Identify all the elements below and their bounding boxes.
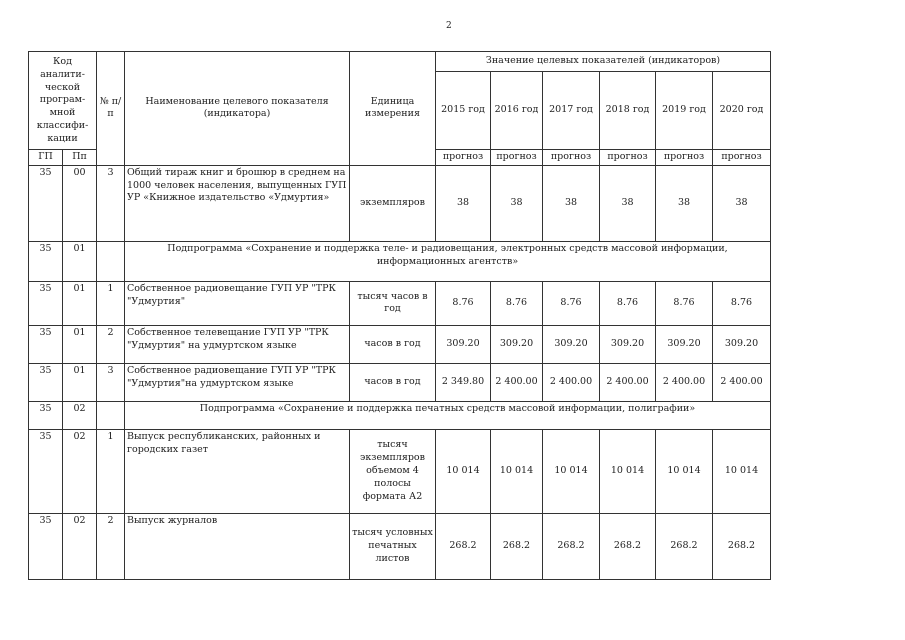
header-name: Наименование целевого показателя (индикатора) [125, 52, 350, 166]
cell-value: 38 [600, 165, 656, 241]
cell-value: 2 400.00 [713, 363, 771, 401]
cell-value: 2 400.00 [656, 363, 713, 401]
header-forecast: прогноз [656, 150, 713, 166]
cell-value: 8.76 [600, 281, 656, 325]
cell-value: 10 014 [656, 429, 713, 513]
cell-value: 268.2 [713, 513, 771, 579]
cell-num: 2 [97, 513, 125, 579]
cell-num: 3 [97, 363, 125, 401]
cell-name: Выпуск журналов [125, 513, 350, 579]
header-forecast: прогноз [543, 150, 600, 166]
cell-gp: 35 [29, 401, 63, 429]
cell-num: 1 [97, 429, 125, 513]
header-forecast: прогноз [600, 150, 656, 166]
cell-value: 38 [656, 165, 713, 241]
table-row [29, 325, 771, 363]
cell-value: 38 [713, 165, 771, 241]
cell-value: 38 [491, 165, 543, 241]
table-row [29, 281, 771, 325]
subprogram-title: Подпрограмма «Сохранение и поддержка печатных средств массовой информации, полиграфии» [125, 401, 771, 429]
cell-value: 309.20 [491, 325, 543, 363]
cell-unit: часов в год [350, 363, 436, 401]
cell-value: 2 349.80 [436, 363, 491, 401]
cell-pp: 02 [63, 513, 97, 579]
subprogram-row [29, 401, 771, 429]
cell-num [97, 401, 125, 429]
header-values-title: Значение целевых показателей (индикаторов) [436, 52, 771, 72]
header-year: 2015 год [436, 72, 491, 150]
cell-gp: 35 [29, 281, 63, 325]
cell-gp: 35 [29, 241, 63, 281]
header-year: 2019 год [656, 72, 713, 150]
header-code: Код аналити-ческой програм-мной классифи-кации [29, 52, 97, 150]
cell-pp: 02 [63, 429, 97, 513]
cell-value: 8.76 [436, 281, 491, 325]
cell-pp: 01 [63, 241, 97, 281]
cell-name: Собственное телевещание ГУП УР "ТРК "Удмуртия" на удмуртском языке [125, 325, 350, 363]
table-row [29, 513, 771, 579]
cell-value: 8.76 [713, 281, 771, 325]
header-year: 2018 год [600, 72, 656, 150]
cell-gp: 35 [29, 429, 63, 513]
header-year: 2017 год [543, 72, 600, 150]
cell-value: 8.76 [656, 281, 713, 325]
cell-value: 38 [436, 165, 491, 241]
cell-gp: 35 [29, 325, 63, 363]
cell-value: 10 014 [491, 429, 543, 513]
indicators-table [28, 51, 771, 580]
cell-value: 309.20 [436, 325, 491, 363]
cell-value: 268.2 [600, 513, 656, 579]
cell-value: 2 400.00 [491, 363, 543, 401]
cell-value: 268.2 [656, 513, 713, 579]
cell-value: 309.20 [713, 325, 771, 363]
cell-num: 3 [97, 165, 125, 241]
cell-name: Выпуск республиканских, районных и городских газет [125, 429, 350, 513]
cell-name: Собственное радиовещание ГУП УР "ТРК "Удмуртия" [125, 281, 350, 325]
header-pp: Пп [63, 150, 97, 166]
cell-pp: 01 [63, 325, 97, 363]
cell-num: 2 [97, 325, 125, 363]
cell-value: 10 014 [713, 429, 771, 513]
header-year: 2016 год [491, 72, 543, 150]
page-number: 2 [446, 21, 452, 31]
cell-value: 2 400.00 [600, 363, 656, 401]
cell-value: 10 014 [600, 429, 656, 513]
cell-gp: 35 [29, 513, 63, 579]
header-forecast: прогноз [436, 150, 491, 166]
cell-num: 1 [97, 281, 125, 325]
cell-value: 309.20 [600, 325, 656, 363]
cell-name: Общий тираж книг и брошюр в среднем на 1000 человек населения, выпущенных ГУП УР «Книжное издательство «Удмуртия» [125, 165, 350, 241]
header-year: 2020 год [713, 72, 771, 150]
cell-unit: экземпляров [350, 165, 436, 241]
header-forecast: прогноз [491, 150, 543, 166]
cell-num [97, 241, 125, 281]
cell-value: 8.76 [491, 281, 543, 325]
cell-name: Собственное радиовещание ГУП УР "ТРК "Удмуртия"на удмуртском языке [125, 363, 350, 401]
cell-gp: 35 [29, 363, 63, 401]
header-gp: ГП [29, 150, 63, 166]
cell-value: 309.20 [543, 325, 600, 363]
table-row [29, 429, 771, 513]
cell-unit: тысяч часов в год [350, 281, 436, 325]
cell-value: 10 014 [436, 429, 491, 513]
table-row [29, 165, 771, 241]
cell-gp: 35 [29, 165, 63, 241]
header-unit: Единица измерения [350, 52, 436, 166]
header-forecast: прогноз [713, 150, 771, 166]
cell-value: 38 [543, 165, 600, 241]
cell-unit: тысяч экземпляров объемом 4 полосы формата А2 [350, 429, 436, 513]
cell-value: 268.2 [543, 513, 600, 579]
cell-value: 309.20 [656, 325, 713, 363]
table-row [29, 363, 771, 401]
cell-value: 8.76 [543, 281, 600, 325]
cell-value: 10 014 [543, 429, 600, 513]
cell-value: 268.2 [491, 513, 543, 579]
cell-value: 268.2 [436, 513, 491, 579]
cell-pp: 01 [63, 281, 97, 325]
cell-pp: 02 [63, 401, 97, 429]
cell-unit: часов в год [350, 325, 436, 363]
cell-value: 2 400.00 [543, 363, 600, 401]
cell-unit: тысяч условных печатных листов [350, 513, 436, 579]
subprogram-row [29, 241, 771, 281]
header-num: № п/п [97, 52, 125, 166]
cell-pp: 00 [63, 165, 97, 241]
cell-pp: 01 [63, 363, 97, 401]
subprogram-title: Подпрограмма «Сохранение и поддержка теле- и радиовещания, электронных средств массовой информации, информационных агентств» [125, 241, 771, 281]
